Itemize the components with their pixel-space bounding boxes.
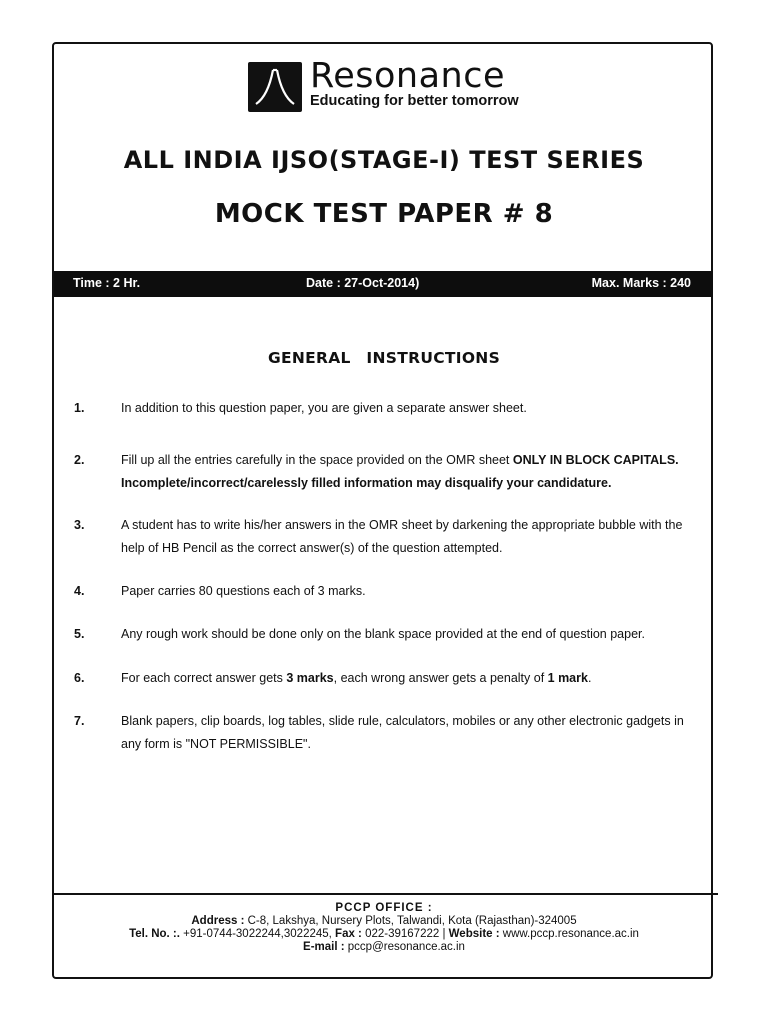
test-series-title: ALL INDIA IJSO(STAGE-I) TEST SERIES [123, 146, 645, 174]
instruction-text: Fill up all the entries carefully in the space provided on the OMR sheet ONLY IN BLOCK CAPITALS. Incomplete/incorrect/carelessly filled information may disqualify your candidature. [121, 453, 679, 490]
resonance-logo [248, 56, 548, 114]
footer-office-heading: PCCP OFFICE : [335, 902, 433, 914]
instruction-number: 3. [74, 518, 85, 532]
logo-name: Resonance [310, 56, 506, 96]
instruction-number: 6. [74, 671, 85, 685]
instruction-number: 2. [74, 453, 85, 467]
instruction-number: 1. [74, 401, 85, 415]
logo-tagline: Educating for better tomorrow [310, 93, 519, 109]
footer-contact: Tel. No. :. +91-0744-3022244,3022245, Fax : 022-39167222 | Website : www.pccp.resonance.ac.in [129, 928, 639, 940]
logo-emblem-icon [248, 62, 302, 112]
footer-divider [54, 893, 718, 895]
instruction-number: 4. [74, 584, 85, 598]
instruction-number: 7. [74, 714, 85, 728]
footer-email: E-mail : pccp@resonance.ac.in [303, 941, 465, 953]
instruction-text: A student has to write his/her answers in the OMR sheet by darkening the appropriate bubble with the help of HB Pencil as the correct answer(s) of the question attempted. [121, 518, 683, 555]
instruction-text: Paper carries 80 questions each of 3 marks. [121, 584, 366, 598]
instruction-text: Blank papers, clip boards, log tables, slide rule, calculators, mobiles or any other electronic gadgets in any form is "NOT PERMISSIBLE". [121, 714, 684, 751]
instruction-text: For each correct answer gets 3 marks, each wrong answer gets a penalty of 1 mark. [121, 671, 592, 685]
exam-date: Date : 27-Oct-2014) [306, 276, 420, 290]
exam-time: Time : 2 Hr. [73, 276, 141, 290]
exam-info-bar [54, 271, 713, 297]
instruction-text: Any rough work should be done only on the blank space provided at the end of question paper. [121, 627, 645, 641]
instruction-text: In addition to this question paper, you are given a separate answer sheet. [121, 401, 527, 415]
mock-test-title: MOCK TEST PAPER # 8 [214, 199, 554, 229]
instruction-number: 5. [74, 627, 85, 641]
page-border [52, 42, 713, 979]
exam-max-marks: Max. Marks : 240 [591, 276, 691, 290]
footer-address: Address : C-8, Lakshya, Nursery Plots, Talwandi, Kota (Rajasthan)-324005 [191, 915, 577, 927]
instructions-heading: GENERAL INSTRUCTIONS [267, 349, 501, 367]
